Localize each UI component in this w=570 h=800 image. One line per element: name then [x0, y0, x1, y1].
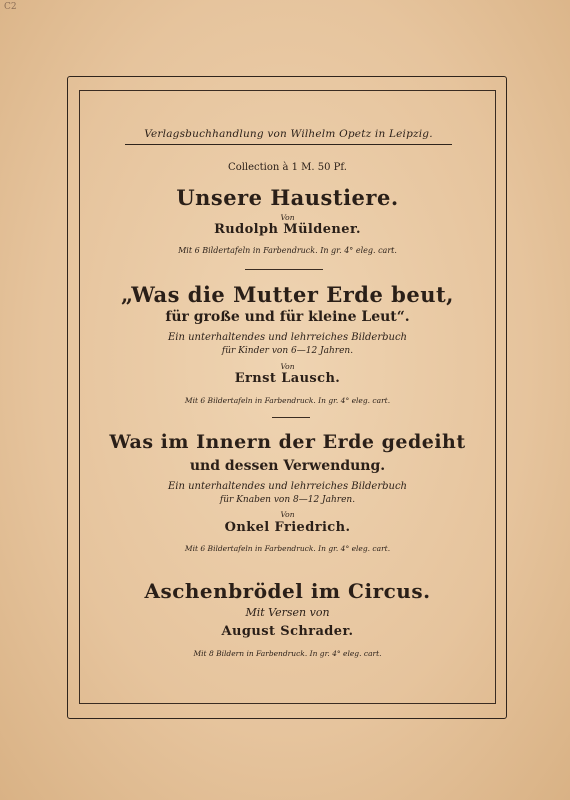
advertisement-content: [79, 90, 496, 704]
book-2-title-line2: für große und für kleine Leut“.: [165, 309, 410, 325]
book-4-title: Aschenbrödel im Circus.: [144, 579, 431, 603]
book-3-title-line1: Was im Innern der Erde gedeiht: [109, 431, 466, 453]
book-2-details: Mit 6 Bildertafeln in Farbendruck. In gr. 4° eleg. cart.: [184, 396, 391, 405]
corner-mark: C2: [4, 2, 17, 12]
publisher-line: Verlagsbuchhandlung von Wilhelm Opetz in Leipzig.: [125, 128, 452, 145]
book-3-desc-line1: Ein unterhaltendes und lehrreiches Bilderbuch: [167, 481, 407, 492]
price-line: Collection à 1 M. 50 Pf.: [228, 162, 347, 173]
book-3-title-line2: und dessen Verwendung.: [189, 458, 386, 474]
book-4-verse-line: Mit Versen von: [245, 606, 330, 619]
book-3-author: Onkel Friedrich.: [224, 520, 351, 535]
book-3-details: Mit 6 Bildertafeln in Farbendruck. In gr. 4° eleg. cart.: [184, 544, 391, 553]
book-2-title-line1: „Was die Mutter Erde beut,: [120, 282, 454, 307]
book-1-details: Mit 6 Bildertafeln in Farbendruck. In gr. 4° eleg. cart.: [178, 246, 397, 255]
book-2-von: Von: [280, 362, 295, 371]
book-1-author: Rudolph Müldener.: [214, 222, 361, 237]
book-2-author: Ernst Lausch.: [234, 371, 341, 386]
book-4-details: Mit 8 Bildern in Farbendruck. In gr. 4° eleg. cart.: [193, 649, 382, 658]
book-3-von: Von: [280, 510, 295, 519]
book-1-title: Unsere Haustiere.: [176, 185, 399, 210]
book-2-desc-line1: Ein unterhaltendes und lehrreiches Bilderbuch: [167, 332, 407, 343]
book-2-desc-line2: für Kinder von 6—12 Jahren.: [221, 346, 354, 356]
book-4-author: August Schrader.: [221, 624, 354, 639]
separator-1: [245, 269, 323, 270]
book-3-desc-line2: für Knaben von 8—12 Jahren.: [219, 495, 356, 505]
book-1-von: Von: [280, 213, 295, 222]
separator-2: [272, 417, 310, 418]
